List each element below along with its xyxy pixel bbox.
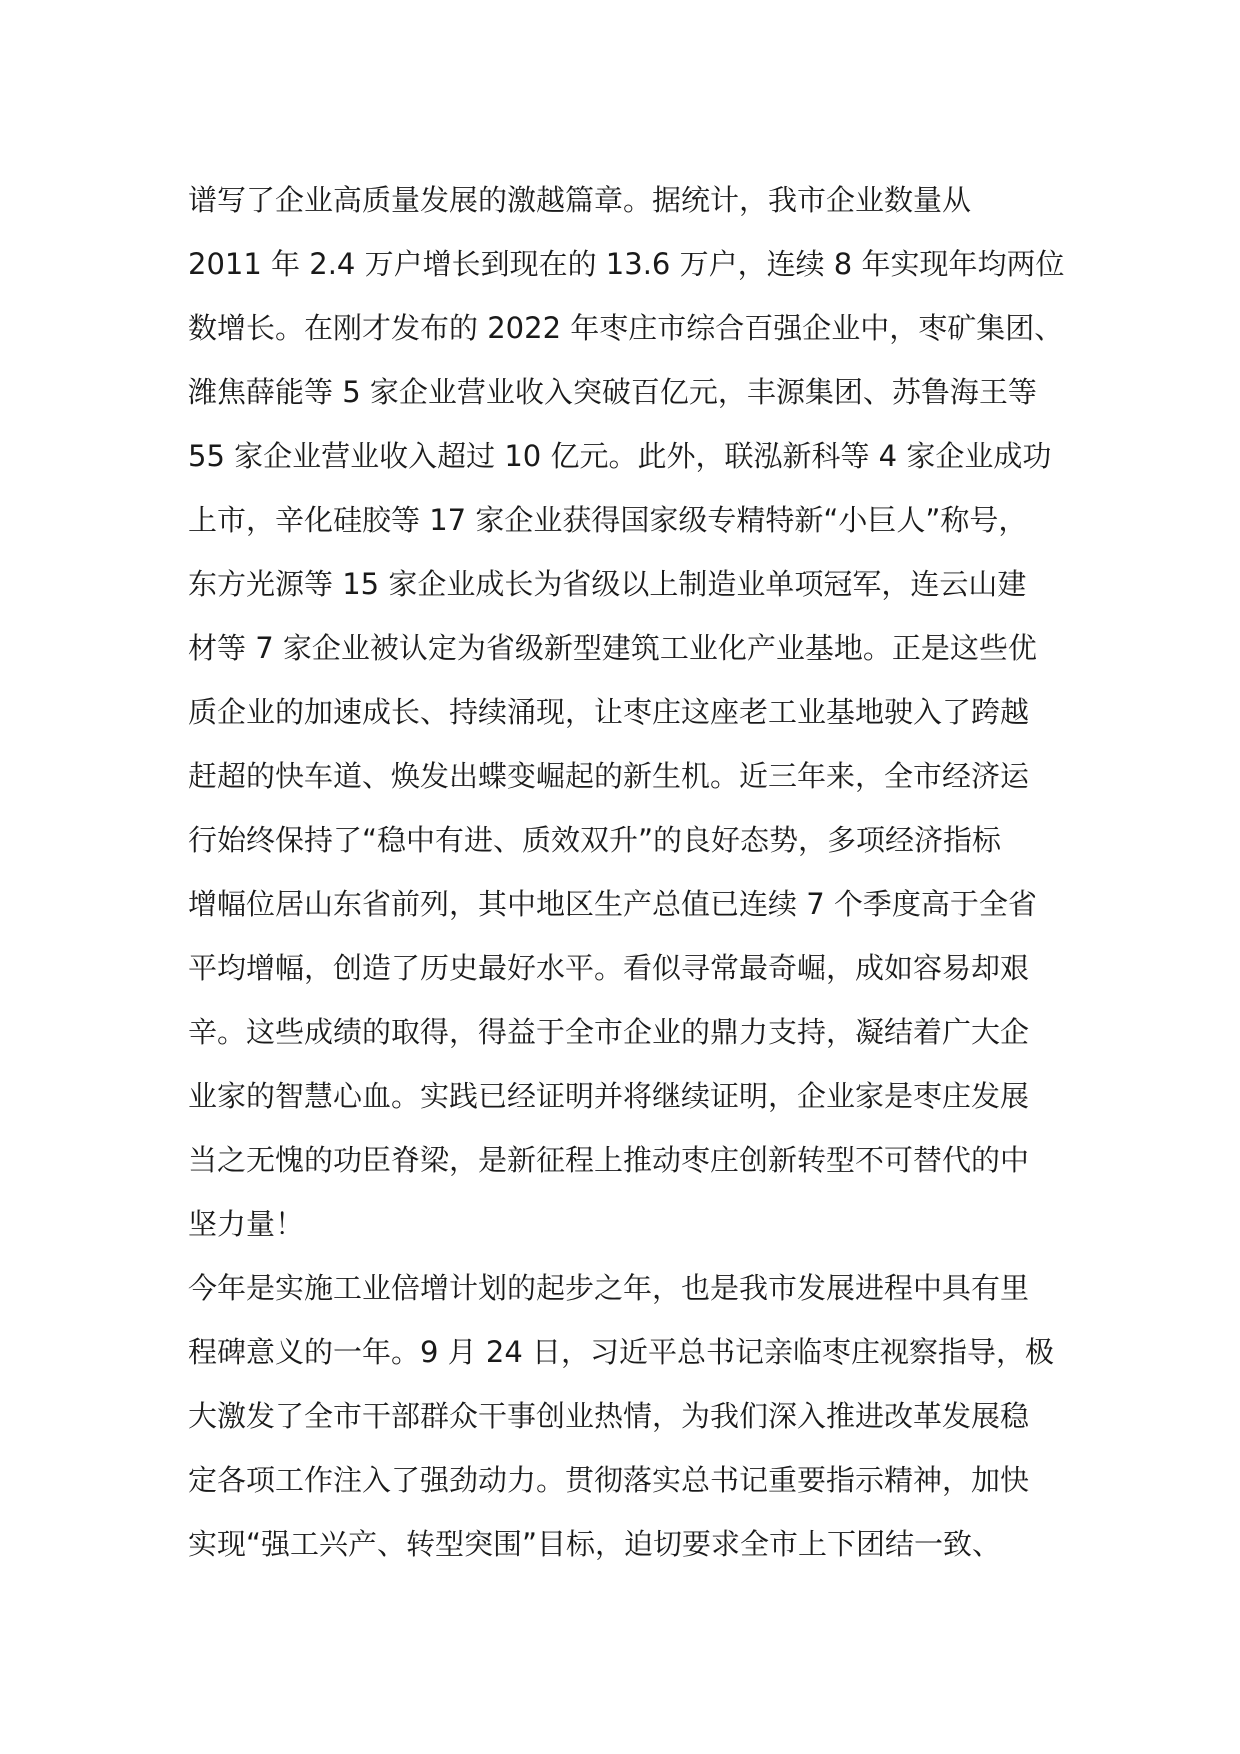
text-line: 55 家企业营业收入超过 10 亿元。此外，联泓新科等 4 家企业成功 <box>188 439 1052 473</box>
text-line: 程碑意义的一年。9 月 24 日，习近平总书记亲临枣庄视察指导，极 <box>188 1335 1055 1369</box>
text-line: 定各项工作注入了强劲动力。贯彻落实总书记重要指示精神，加快 <box>188 1463 1030 1497</box>
text-line: 东方光源等 15 家企业成长为省级以上制造业单项冠军，连云山建 <box>188 567 1027 601</box>
body-text <box>188 168 1088 1576</box>
text-line: 当之无愧的功臣脊梁，是新征程上推动枣庄创新转型不可替代的中 <box>188 1143 1030 1177</box>
text-line: 潍焦薛能等 5 家企业营业收入突破百亿元，丰源集团、苏鲁海王等 <box>188 375 1037 409</box>
text-line: 平均增幅，创造了历史最好水平。看似寻常最奇崛，成如容易却艰 <box>188 951 1030 985</box>
text-line: 赶超的快车道、焕发出蝶变崛起的新生机。近三年来，全市经济运 <box>188 759 1030 793</box>
text-line: 材等 7 家企业被认定为省级新型建筑工业化产业基地。正是这些优 <box>188 631 1037 665</box>
text-line: 坚力量！ <box>188 1207 305 1241</box>
text-line: 增幅位居山东省前列，其中地区生产总值已连续 7 个季度高于全省 <box>188 887 1037 921</box>
text-line: 数增长。在刚才发布的 2022 年枣庄市综合百强企业中，枣矿集团、 <box>188 311 1064 345</box>
text-line: 谱写了企业高质量发展的激越篇章。据统计，我市企业数量从 <box>188 183 972 217</box>
text-line: 大激发了全市干部群众干事创业热情，为我们深入推进改革发展稳 <box>188 1399 1030 1433</box>
text-line: 质企业的加速成长、持续涌现，让枣庄这座老工业基地驶入了跨越 <box>188 695 1030 729</box>
text-line: 行始终保持了“稳中有进、质效双升”的良好态势，多项经济指标 <box>188 823 1002 857</box>
text-line: 今年是实施工业倍增计划的起步之年，也是我市发展进程中具有里 <box>188 1271 1030 1305</box>
text-line: 实现“强工兴产、转型突围”目标，迫切要求全市上下团结一致、 <box>188 1527 1002 1561</box>
text-line: 2011 年 2.4 万户增长到现在的 13.6 万户，连续 8 年实现年均两位 <box>188 247 1065 281</box>
text-line: 上市，辛化硅胶等 17 家企业获得国家级专精特新“小巨人”称号， <box>188 503 1028 537</box>
text-line: 业家的智慧心血。实践已经证明并将继续证明，企业家是枣庄发展 <box>188 1079 1030 1113</box>
text-line: 辛。这些成绩的取得，得益于全市企业的鼎力支持，凝结着广大企 <box>188 1015 1030 1049</box>
